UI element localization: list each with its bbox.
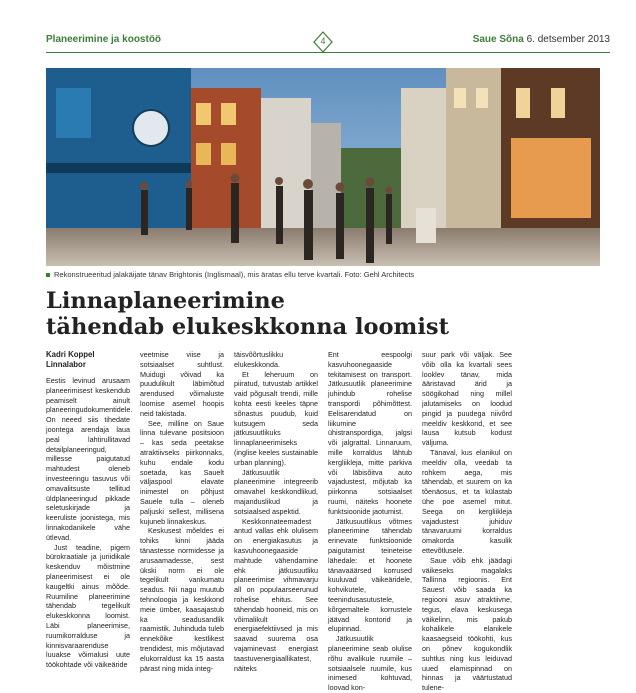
street-photo — [46, 68, 600, 266]
paragraph: suur park või väljak. See võib olla ka kvartali sees looklev tänav, mida ääristavad ärid ja söögikohad ning millel jalutamiseks on loodud pingid ja puudega niivõrd meeldiv keskkond, et see lausa kutsub kodust väljuma. — [422, 350, 512, 448]
article-column-5 — [422, 350, 512, 693]
author-byline — [46, 350, 130, 370]
paragraph: veetmise viise ja sotsiaalset suhtlust. Muidugi võivad ka puudulikult läbimõtud arendused võimaluste loomise asemel hoopis neid takistada. — [140, 350, 224, 418]
article-column-2 — [140, 350, 224, 673]
paragraph: Tänaval, kus elanikul on meeldiv olla, veedab ta rohkem aega, mis tähendab, et suurem on ka tõenäosus, et ta külastab ühe poe asemel mitut. Seega on kergliikleja vajadustest juhiduv tänavaruumi korraldus omakorda kasulik ettevõtlusele. — [422, 447, 512, 555]
paragraph: Et leheruum on piiratud, tutvustab artikkel vaid põgusalt trendi, mille kohta eesti keeles täpne sõnastus puudub, kuid kutsugem seda jätkusuutlikuks linnaplaneerimiseks (inglise keeles sustainable urban planning). — [234, 369, 318, 467]
headline-line-1: Linnaplaneerimine — [46, 288, 285, 314]
paragraph: See, milline on Saue linna tulevane positsioon – kas seda peetakse atraktiivseks piirkonnaks, kuhu endale kodu soetada, kas Sauelt väljaspool elavate inimestel on põhjust Sauele tulla – oleneb paljuski sellest, millisena kujuneb linnakeskus. — [140, 418, 224, 526]
paragraph: Keskkonnateemadest antud vallas ehk olulisem on energiakasutus ja kasvuhoonegaaside mahtude vähendamine ehk jätkusuutliku planeerimise vihmavarju all on populaarseerunud rohelise ehitus. See tähendab hooneid, mis on võimalikult energiaefektiivsed ja mis saavad suurema osa vajaminevast energiast taastuvenergiaallikatest, näiteks — [234, 516, 318, 673]
article-column-3 — [234, 350, 318, 673]
page-number-badge — [312, 31, 334, 53]
paragraph: Eestis levinud arusaam planeerimisest keskendub peamiselt ainult planeeringudokumentidele. On neeed siis tihedate joontega arendaja laua peal lahtirullitavad detailplaneeringud, millesse paigutatud mahtudest oleneb investeeringu tasuvus või omavalitsuste tellitud üldplaneeringud pikkade seletuskirjade ja keeruliste joonistega, mis linnakodanikele vähe ütlevad. — [46, 376, 133, 542]
page-header — [46, 30, 610, 54]
article-column-4 — [328, 350, 412, 693]
paragraph: Jätkusuutlik planeerimine integreerib omavahel keskkondlikud, majanduslikud ja sotsiaalsed aspektid. — [234, 467, 318, 516]
caption-marker-icon — [46, 273, 50, 277]
headline-line-2: tähendab elukeskkonna loomist — [46, 314, 449, 340]
paragraph: Jätkusuutlikus võtmes planeerimine tähendab erinevate funktsioonide paigutamist teineteise lähedale: et hoonete tänavaäärsed korrused kuuluvad väikeäridele, kohvikutele, teenindusasutustele, kõrgemaltele korrustele jäävad kontorid ja elupinnad. — [328, 516, 412, 634]
photo-caption — [46, 270, 606, 279]
author-name: Kadri Koppel — [46, 350, 95, 359]
brighton-street-illustration — [46, 68, 600, 266]
paragraph: Ent eespoolgi kasvuhoonegaaside tekitamisest on transport. Jätkusuutlik planeerimine juhindub rohelise transpordi põhimõttest. Eelisarendatud on liikumine ühistranspordiga, jalgsi või jalgrattal. Linnaruum, mille korraldus lähtub kergliikleja, mitte parkiva või läbisõitva auto vajadustest, mõjutab ka piirkonna sotsiaalset ruumi, näiteks hoonete funktsioonide jaotumist. — [328, 350, 412, 516]
paragraph: Just teadine, pigem bürokraatiale ja juriidikale keskenduv mõistmine planeerimisest ei ole kaugeltki ainus mõõde. Ruumiline planeerimine tähendab tegelikult elukeskkonna loomist. Läbi planeerimise, ruumikorralduse ja kinnisvaraarenduse luuakse võimalusi uute töökohtade või väikeäride — [46, 542, 130, 670]
article-headline — [46, 288, 606, 340]
section-title: Planeerimine ja koostöö — [46, 34, 162, 45]
paragraph: Keskusest mõeldes ei tohiks kinni jääda tänastesse normidesse ja arusaamadesse, sest ükski norm ei ole tegelikult vankumatu seadus. Nii nagu muutub tehnoloogia ja keskkond meie ümber, kaasajastub ka seadusandlik raamistik. Juhinduda tuleb ennekõike kestlikest trendidest, mis mõjutavad elukorraldust ka 15 aasta pärast ning mida integ- — [140, 526, 224, 673]
paragraph: Saue võib ehk jäädagi väikeseks magalaks Tallinna regioonis. Ent Sauest võib saada ka regiooni asuv atraktiivne, tegus, elava keskusega väikelinn, mis pakub kohalikele elanikele kaasaegseid töökohti, kus on põnev kogukondlik suhtlus ning kus leiduvad uued elamispinnad on hinnas ja väärtustatud tulene- — [422, 555, 512, 693]
article-column-1 — [46, 350, 133, 670]
paragraph: Jätkusuutlik planeerimine seab olulise rõhu avalikule ruumile – sotsiaalsele ruumile, kus inimesed kohtuvad, loovad kon- — [328, 634, 412, 693]
publication-name: Saue Sõna — [472, 34, 524, 45]
author-affiliation: Linnalabor — [46, 360, 86, 369]
header-rule — [46, 52, 610, 53]
paragraph: täisvõõrtuslikku elukeskkonda. — [234, 350, 284, 369]
publication-info — [473, 34, 610, 45]
publication-date: 6. detsember 2013 — [526, 34, 610, 45]
caption-text: Rekonstrueeritud jalakäijate tänav Brightonis (Inglismaal), mis äratas ellu terve kvartali. Foto: Gehl Architects — [54, 270, 415, 279]
page-number: 4 — [320, 36, 326, 46]
